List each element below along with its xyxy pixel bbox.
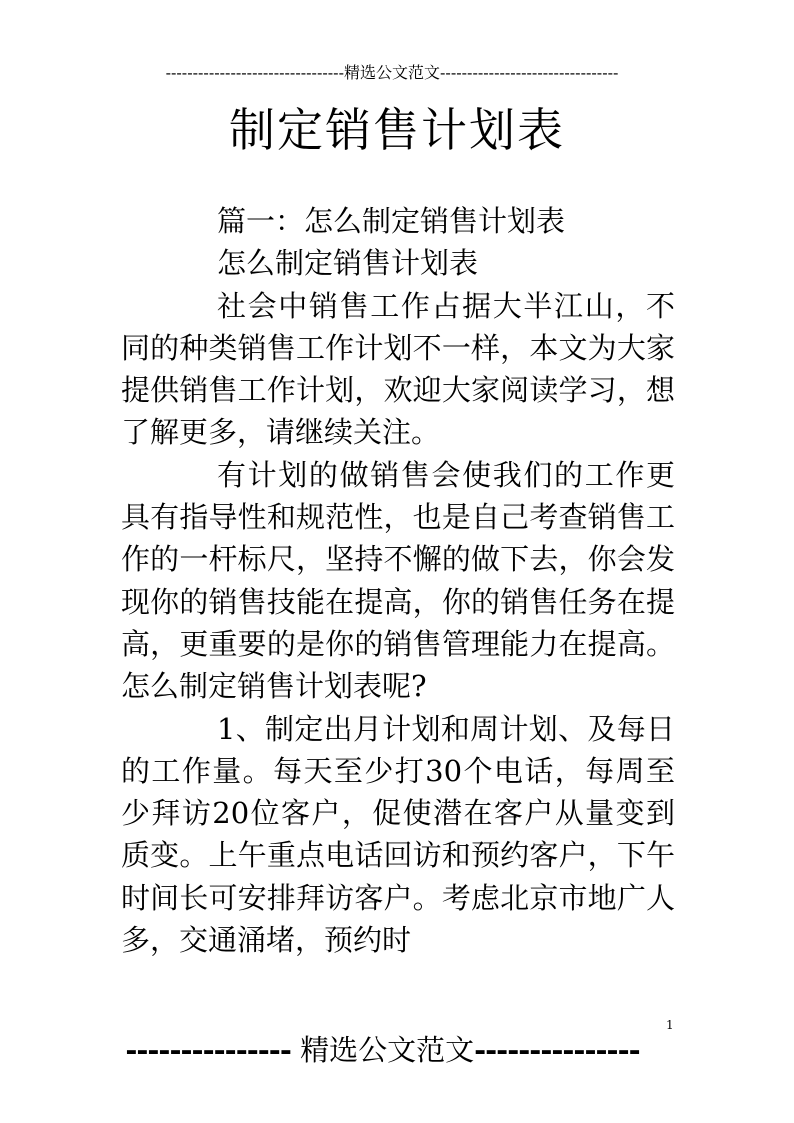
paragraph-section-heading: 篇一：怎么制定销售计划表 bbox=[217, 204, 566, 238]
paragraph-subheading: 怎么制定销售计划表 bbox=[217, 246, 479, 281]
page-number: 1 bbox=[666, 1018, 674, 1032]
paragraph-step-1: 1、制定出月计划和周计划、及每日的工作量。每天至少打30个电话，每周至少拜访20位客户，促使潜在客户从量变到质变。上午重点电话回访和预约客户，下午时间长可安排拜访客户。考虑北京市地广人多，交通涌堵，预约时 bbox=[121, 711, 675, 958]
document-title: 制定销售计划表 bbox=[229, 103, 565, 157]
page-header bbox=[120, 62, 664, 84]
footer-label: 精选公文范文 bbox=[300, 1033, 475, 1067]
header-label: 精选公文范文 bbox=[343, 63, 440, 82]
header-right-dashes: --------------------------------- bbox=[440, 63, 619, 82]
header-left-dashes: --------------------------------- bbox=[165, 63, 344, 82]
footer-left-dashes: --------------- bbox=[125, 1033, 291, 1067]
page-footer bbox=[120, 1030, 645, 1070]
document-body bbox=[121, 200, 675, 961]
paragraph-intro: 社会中销售工作占据大半江山，不同的种类销售工作计划不一样，本文为大家提供销售工作计划，欢迎大家阅读学习，想了解更多，请继续关注。 bbox=[121, 288, 675, 450]
footer-right-dashes: --------------- bbox=[474, 1033, 640, 1067]
paragraph-importance: 有计划的做销售会使我们的工作更具有指导性和规范性，也是自己考查销售工作的一杆标尺，坚持不懈的做下去，你会发现你的销售技能在提高，你的销售任务在提高，更重要的是你的销售管理能力在提高。怎么制定销售计划表呢? bbox=[121, 457, 675, 704]
